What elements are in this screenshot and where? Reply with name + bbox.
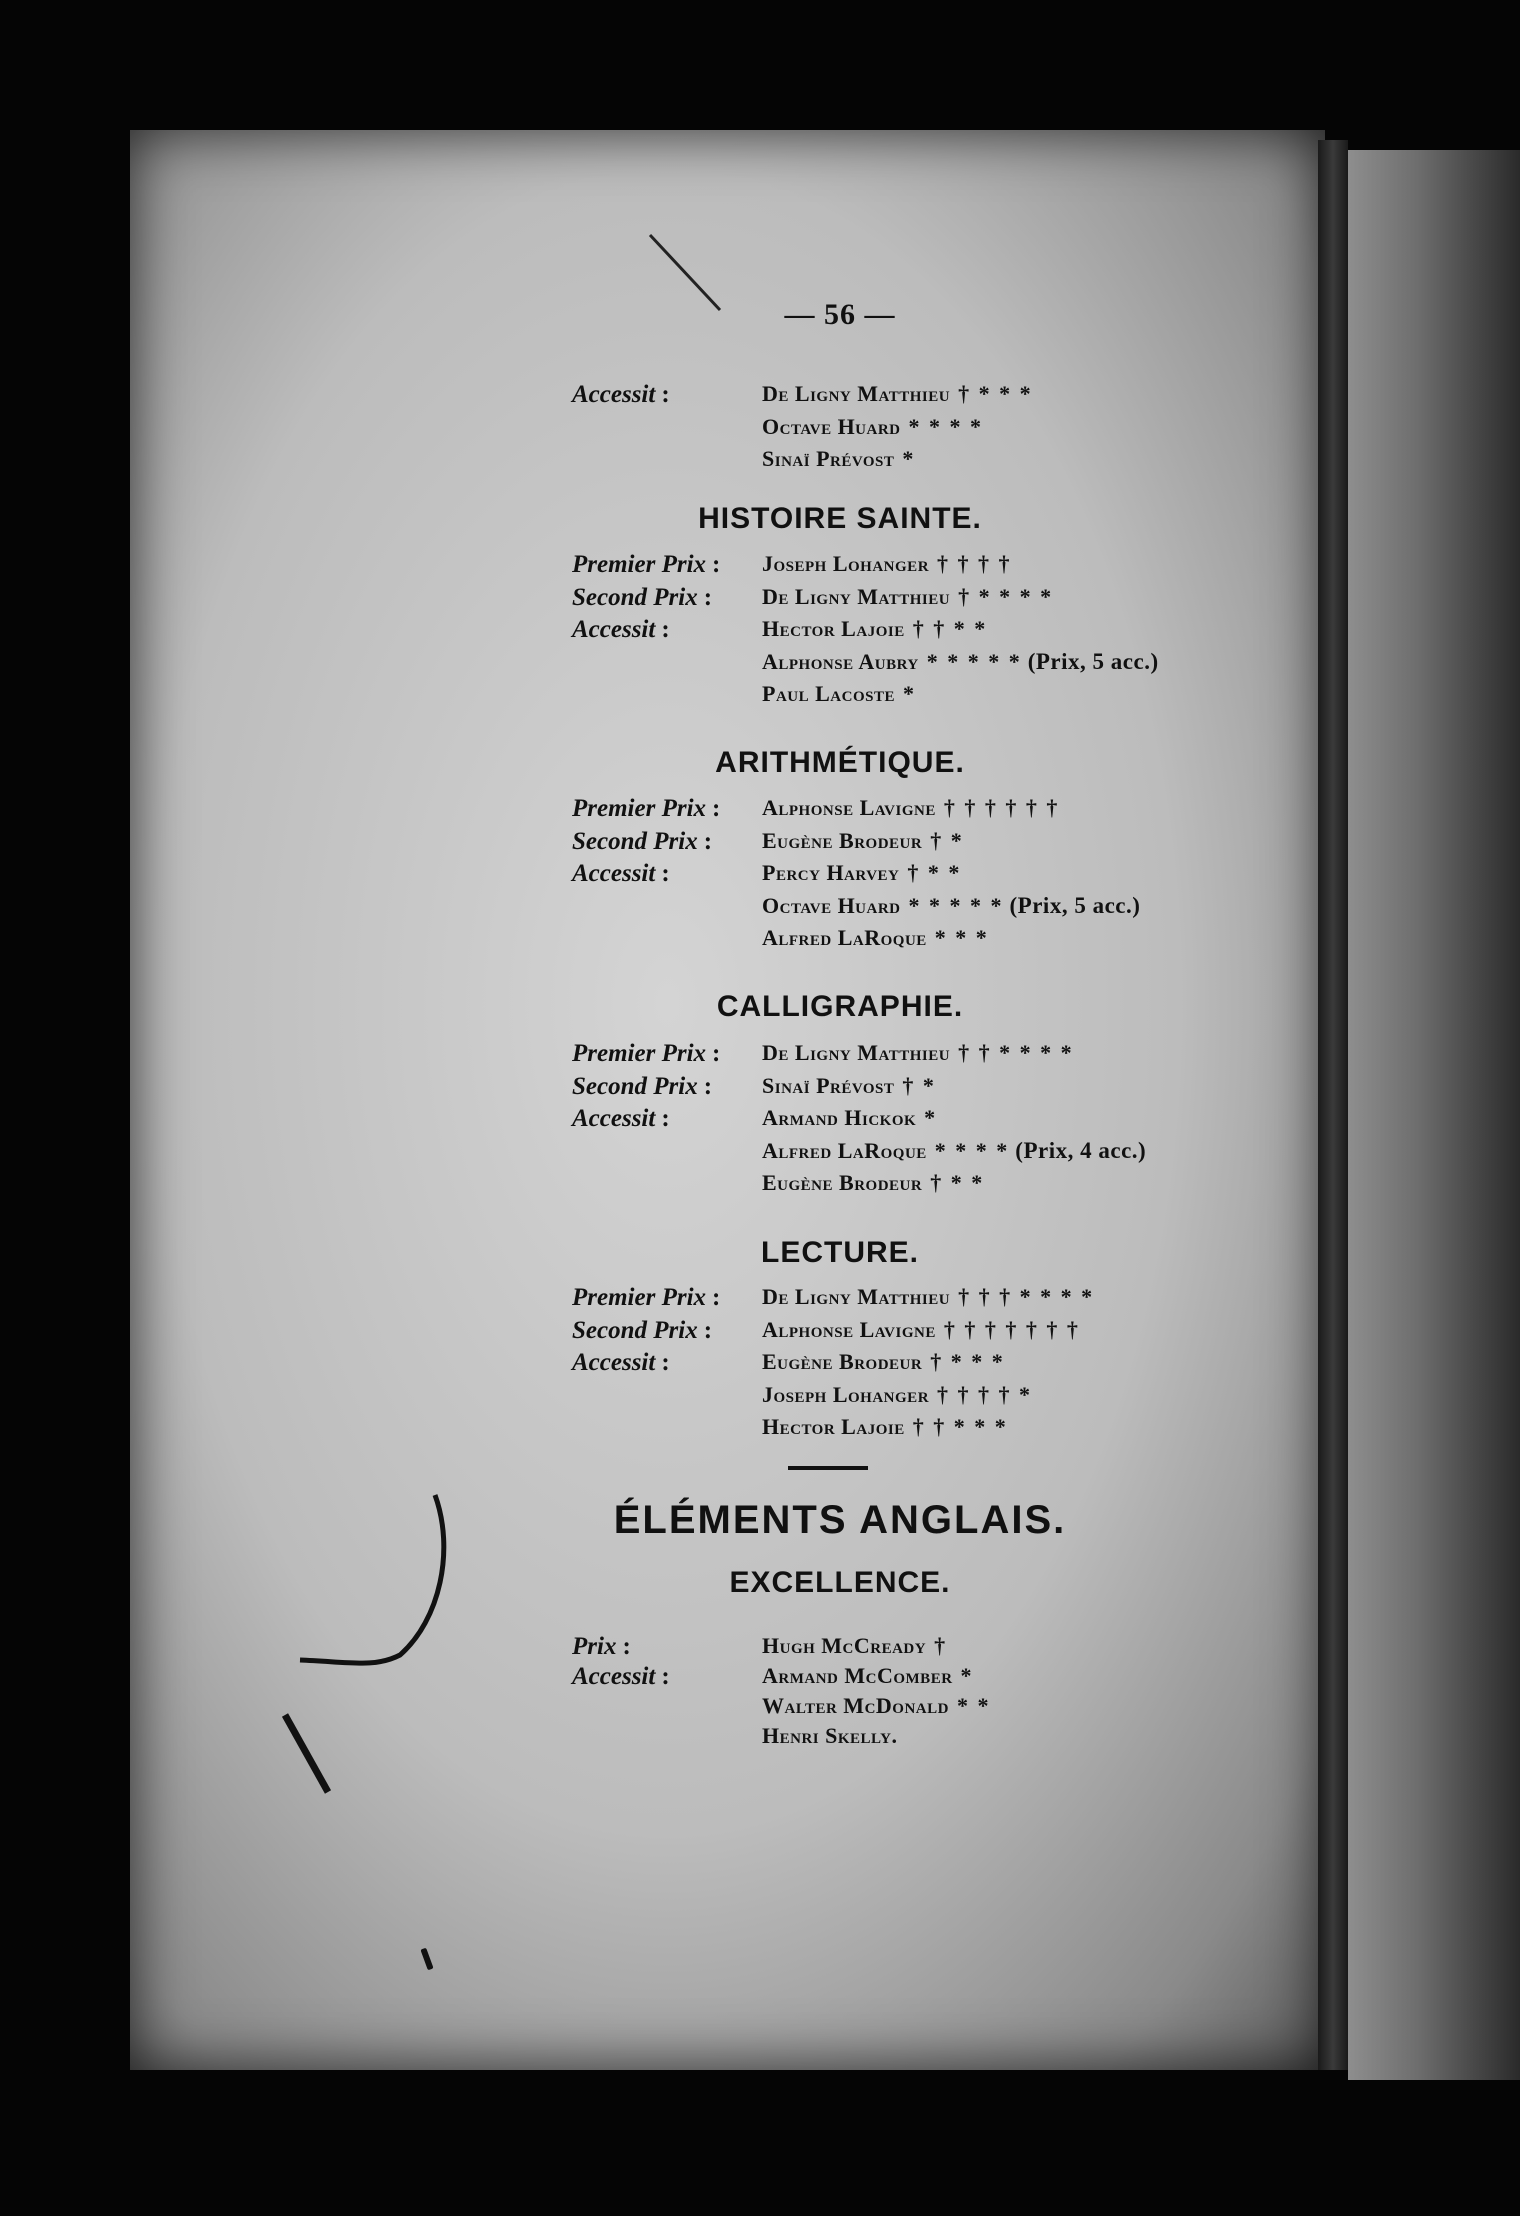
- prize-label: Second Prix :: [572, 1316, 713, 1344]
- student-entry: [762, 795, 1059, 821]
- section-divider: [788, 1466, 868, 1470]
- student-entry: [762, 1349, 1005, 1375]
- section-heading: LECTURE.: [761, 1236, 919, 1269]
- prize-label: Second Prix :: [572, 583, 713, 611]
- distinction-marks: † *: [930, 827, 964, 853]
- distinction-marks: † † * * *: [912, 1414, 1008, 1439]
- student-entry: [762, 681, 916, 707]
- prize-label: Prix :: [572, 1633, 631, 1660]
- student-entry: [762, 1073, 936, 1099]
- student-entry: [762, 1693, 990, 1719]
- student-name: Eugène Brodeur: [762, 1349, 923, 1374]
- distinction-marks: † † † † *: [937, 1381, 1033, 1407]
- distinction-marks: † * * * *: [958, 583, 1054, 609]
- prize-label: Accessit :: [572, 860, 670, 887]
- student-entry: [762, 1633, 947, 1659]
- student-entry: [762, 1663, 974, 1689]
- pen-mark-top: [640, 230, 730, 320]
- student-name: Alphonse Lavigne: [762, 795, 936, 820]
- student-entry: [762, 893, 1140, 919]
- student-name: Octave Huard: [762, 413, 901, 439]
- distinction-marks: † † * * * *: [958, 1040, 1074, 1065]
- page-number: — 56 —: [784, 298, 896, 331]
- prize-label: Second Prix :: [572, 827, 713, 855]
- prize-note: (Prix, 5 acc.): [1009, 892, 1141, 918]
- student-name: Sinaï Prévost: [762, 446, 895, 471]
- prize-label: Premier Prix :: [572, 1284, 721, 1311]
- distinction-marks: † * *: [907, 860, 962, 885]
- student-name: Hector Lajoie: [762, 616, 905, 641]
- book-gutter: [1318, 140, 1348, 2070]
- student-name: Alphonse Aubry: [762, 648, 919, 674]
- student-name: De Ligny Matthieu: [762, 1284, 951, 1309]
- prize-label: Second Prix :: [572, 1072, 713, 1100]
- section-heading: CALLIGRAPHIE.: [716, 990, 964, 1023]
- student-name: Joseph Lohanger: [762, 1381, 930, 1407]
- student-entry: [762, 1138, 1146, 1164]
- distinction-marks: * * * *: [908, 413, 984, 439]
- student-entry: [762, 584, 1053, 610]
- facing-page-edge: [1348, 150, 1520, 2080]
- student-name: Octave Huard: [762, 892, 901, 918]
- distinction-marks: * * * *: [934, 1137, 1010, 1163]
- student-entry: [762, 616, 987, 642]
- student-entry: [762, 446, 915, 472]
- prize-label: Premier Prix :: [572, 1040, 721, 1067]
- student-entry: [762, 1040, 1074, 1066]
- prize-label: Accessit :: [572, 1105, 670, 1132]
- distinction-marks: † *: [902, 1072, 936, 1098]
- distinction-marks: † † † †: [937, 551, 1012, 576]
- student-name: Paul Lacoste: [762, 681, 895, 706]
- distinction-marks: *: [902, 681, 916, 706]
- distinction-marks: * * * * *: [908, 892, 1004, 918]
- pen-mark-stroke: [280, 1710, 340, 1800]
- section-heading: ARITHMÉTIQUE.: [715, 746, 965, 779]
- distinction-marks: † † † † † † †: [943, 1316, 1080, 1342]
- student-entry: [762, 828, 964, 854]
- prize-label: Accessit :: [572, 1663, 670, 1690]
- student-entry: [762, 1105, 937, 1131]
- student-entry: [762, 551, 1012, 577]
- student-entry: [762, 1284, 1094, 1310]
- student-name: Hugh McCready: [762, 1633, 927, 1658]
- student-name: Alfred LaRoque: [762, 1137, 927, 1163]
- student-name: Sinaï Prévost: [762, 1072, 895, 1098]
- student-entry: [762, 1382, 1032, 1408]
- student-entry: [762, 1723, 898, 1749]
- student-entry: [762, 1414, 1008, 1440]
- student-entry: [762, 414, 983, 440]
- distinction-marks: † † † * * * *: [958, 1284, 1095, 1309]
- student-entry: [762, 649, 1159, 675]
- prize-note: (Prix, 4 acc.): [1015, 1137, 1147, 1163]
- student-name: Hector Lajoie: [762, 1414, 905, 1439]
- distinction-marks: † † * *: [912, 616, 988, 641]
- student-name: De Ligny Matthieu: [762, 381, 951, 406]
- section-heading: EXCELLENCE.: [729, 1566, 951, 1599]
- student-name: Eugène Brodeur: [762, 1170, 923, 1195]
- student-name: Henri Skelly.: [762, 1723, 898, 1748]
- student-name: De Ligny Matthieu: [762, 583, 951, 609]
- prize-note: (Prix, 5 acc.): [1027, 648, 1159, 674]
- student-entry: [762, 1170, 984, 1196]
- student-name: Alfred LaRoque: [762, 925, 927, 950]
- distinction-marks: * *: [956, 1693, 991, 1718]
- student-name: Walter McDonald: [762, 1693, 949, 1718]
- student-name: De Ligny Matthieu: [762, 1040, 951, 1065]
- distinction-marks: † * *: [930, 1170, 985, 1195]
- prize-label: Premier Prix :: [572, 795, 721, 822]
- student-name: Armand Hickok: [762, 1105, 917, 1130]
- distinction-marks: *: [960, 1663, 974, 1688]
- distinction-marks: † * * *: [958, 381, 1033, 406]
- student-name: Armand McComber: [762, 1663, 953, 1688]
- prize-label: Accessit :: [572, 616, 670, 643]
- student-entry: [762, 925, 989, 951]
- prize-label: Premier Prix :: [572, 551, 721, 578]
- pen-mark-bracket: [290, 1490, 460, 1670]
- distinction-marks: † † † † † †: [943, 795, 1060, 820]
- section-heading: HISTOIRE SAINTE.: [698, 502, 982, 535]
- distinction-marks: *: [902, 446, 916, 471]
- distinction-marks: * * * * *: [926, 648, 1022, 674]
- prize-label: Accessit :: [572, 381, 670, 408]
- student-name: Joseph Lohanger: [762, 551, 930, 576]
- distinction-marks: *: [924, 1105, 938, 1130]
- distinction-marks: †: [934, 1633, 948, 1658]
- student-name: Percy Harvey: [762, 860, 900, 885]
- student-entry: [762, 1317, 1080, 1343]
- student-name: Alphonse Lavigne: [762, 1316, 936, 1342]
- student-entry: [762, 860, 961, 886]
- section-heading: ÉLÉMENTS ANGLAIS.: [613, 1498, 1067, 1542]
- distinction-marks: * * *: [934, 925, 989, 950]
- prize-label: Accessit :: [572, 1349, 670, 1376]
- distinction-marks: † * * *: [930, 1349, 1005, 1374]
- student-entry: [762, 381, 1033, 407]
- student-name: Eugène Brodeur: [762, 827, 923, 853]
